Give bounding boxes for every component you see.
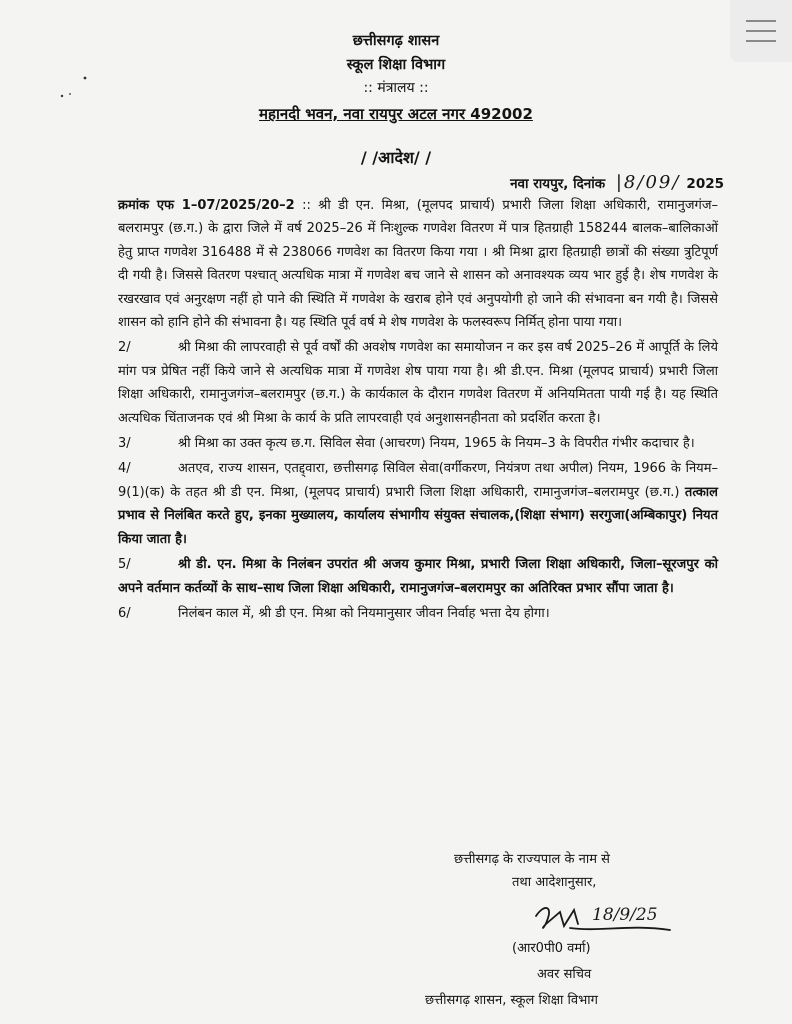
paragraph-6 (118, 602, 718, 625)
paragraph-number: 3/ (118, 436, 131, 452)
date-year: 2025 (686, 176, 724, 192)
authority-line-2: तथा आदेशानुसार, (512, 875, 597, 890)
signer-name: (आर0पी0 वर्मा) (512, 941, 591, 956)
handwritten-date: |8/09/ (615, 172, 681, 193)
paragraph-2 (118, 336, 718, 430)
paragraph-number: 4/ (118, 461, 131, 477)
paragraph-4 (118, 457, 718, 551)
paragraph-text: अतएव, राज्य शासन, एतद्द्वारा, छत्तीसगढ़ सिविल सेवा(वर्गीकरण, नियंत्रण तथा अपील) नियम, 1966 के नियम–9(1)(क) के तहत श्री डी एन. मिश्रा, (मूलपद प्राचार्य) प्रभारी जिला शिक्षा अधिकारी, रामानुजगंज–बलरामपुर (छ.ग.) (118, 461, 718, 500)
paragraph-bold-text: तत्काल प्रभाव से निलंबित करते हुए, इनका मुख्यालय, कार्यालय संभागीय संयुक्त संचालक,(शिक्षा संभाग) सरगुजा(अम्बिकापुर) नियत किया जाता है। (118, 484, 718, 547)
reference-number: क्रमांक एफ 1–07/2025/20–2 (118, 198, 295, 213)
authority-line-1: छत्तीसगढ़ के राज्यपाल के नाम से (454, 852, 610, 867)
paragraph-text: निलंबन काल में, श्री डी एन. मिश्रा को नियमानुसार जीवन निर्वाह भत्ता देय होगा। (178, 605, 550, 621)
paragraph-number: 6/ (118, 605, 131, 621)
department-name: स्कूल शिक्षा विभाग (346, 57, 446, 73)
paragraph-3 (118, 432, 718, 455)
paragraph-text: श्री मिश्रा का उक्त कृत्य छ.ग. सिविल सेवा (आचरण) नियम, 1965 के नियम–3 के विपरीत गंभीर कदाचार है। (178, 436, 695, 452)
dateline (510, 172, 724, 193)
signature-date: 18/9/25 (592, 905, 658, 925)
order-body (118, 194, 718, 627)
government-name: छत्तीसगढ़ शासन (352, 33, 440, 49)
handwritten-signature (530, 894, 690, 940)
signer-department: छत्तीसगढ़ शासन, स्कूल शिक्षा विभाग (425, 993, 598, 1008)
paragraph-text: श्री मिश्रा की लापरवाही से पूर्व वर्षों की अवशेष गणवेश का समायोजन न कर इस वर्ष 2025–26 में आपूर्ति के लिये मांग पत्र प्रेषित नहीं किये जाने से अत्यधिक मात्रा में गणवेश शेष पाया गया है। श्री डी.एन. मिश्रा (मूलपद प्राचार्य) प्रभारी जिला शिक्षा अधिकारी, रामानुजगंज–बलरामपुर (छ.ग.) के कार्यकाल के दौरान गणवेश वितरण में अनियमितता पायी गई है। यह स्थिति अत्यधिक चिंताजनक एवं श्री मिश्रा के कार्य के प्रति लापरवाही एवं अनुशासनहीनता को प्रदर्शित करता है। (118, 340, 718, 426)
order-title: / /आदेश/ / (360, 148, 432, 167)
paragraph-bold-text: श्री डी. एन. मिश्रा के निलंबन उपरांत श्री अजय कुमार मिश्रा, प्रभारी जिला शिक्षा अधिकारी, जिला–सूरजपुर को अपने वर्तमान कर्तव्यों के साथ–साथ जिला शिक्षा अधिकारी, रामानुजगंज–बलरामपुर का अतिरिक्त प्रभार सौंपा जाता है। (118, 557, 718, 596)
ministry-label: :: मंत्रालय :: (363, 80, 429, 96)
paragraph-5 (118, 553, 718, 600)
paragraph-number: 2/ (118, 340, 131, 356)
date-place-label: नवा रायपुर, दिनांक (510, 176, 606, 192)
paragraph-number: 5/ (118, 557, 131, 573)
office-address: महानदी भवन, नवा रायपुर अटल नगर 492002 (259, 105, 533, 123)
signer-designation: अवर सचिव (537, 967, 592, 982)
paragraph-1 (118, 194, 718, 334)
paragraph-text: :: श्री डी एन. मिश्रा, (मूलपद प्राचार्य) प्रभारी जिला शिक्षा अधिकारी, रामानुजगंज–बलरामपुर (छ.ग.) के द्वारा जिले में वर्ष 2025–26 में निःशुल्क गणवेश वितरण में पात्र हितग्राही 158244 बालक–बालिकाओं हेतु प्राप्त गणवेश 316488 में से 238066 गणवेश का वितरण किया गया । श्री मिश्रा द्वारा हितग्राही छात्रों की संख्या त्रुटिपूर्ण दी गयी है। जिससे वितरण पश्चात् अत्यधिक मात्रा में गणवेश बच जाने से शासन को अनावश्यक व्यय भार हुई है। शेष गणवेश के रखरखाव एवं अनुरक्षण नहीं हो पाने की स्थिति में गणवेश के खराब होने एवं अनुपयोगी हो जाने की संभावना बन गयी है। जिससे शासन को हानि होने की संभावना है। यह स्थिति पूर्व वर्ष मे शेष गणवेश के फलस्वरूप निर्मित् होना पाया गया। (118, 198, 718, 331)
